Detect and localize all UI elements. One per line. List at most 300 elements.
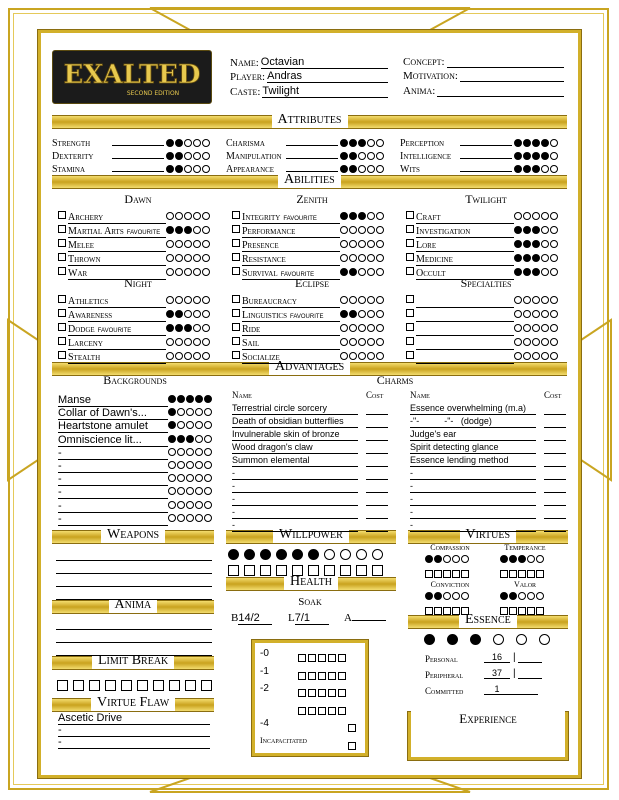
willpower-dot-empty[interactable] [324,549,335,560]
favored-checkbox[interactable] [58,239,66,247]
checkbox[interactable] [500,570,508,578]
charm-cost[interactable] [366,403,388,415]
favored-checkbox[interactable] [406,267,414,275]
dot-track[interactable] [425,554,470,565]
checkbox[interactable] [443,607,451,615]
checkbox[interactable] [185,680,196,691]
checkbox[interactable] [328,672,336,680]
checkbox[interactable] [328,654,336,662]
charm-name[interactable]: Summon elemental [232,455,358,467]
dot-empty[interactable] [367,240,375,248]
dot-empty[interactable] [514,324,522,332]
dot-empty[interactable] [541,254,549,262]
essence-dot-filled[interactable] [424,634,435,645]
checkbox[interactable] [121,680,132,691]
dot-track[interactable] [514,351,559,362]
dot-empty[interactable] [166,254,174,262]
favored-checkbox[interactable] [232,225,240,233]
dot-empty[interactable] [461,555,469,563]
box-track[interactable] [348,719,358,737]
ability-label[interactable] [68,352,166,364]
dot-empty[interactable] [461,592,469,600]
dot-empty[interactable] [184,240,192,248]
box-track[interactable] [298,684,348,702]
dot-filled[interactable] [184,226,192,234]
willpower-dot-filled[interactable] [276,549,287,560]
willpower-dot-filled[interactable] [228,549,239,560]
checkbox[interactable] [527,607,535,615]
dot-empty[interactable] [536,555,544,563]
dot-track[interactable] [425,591,470,602]
caste-field-input[interactable]: Twilight [262,85,388,98]
favored-checkbox[interactable] [232,211,240,219]
favored-checkbox[interactable] [58,211,66,219]
concept-field-input[interactable] [447,67,564,68]
dot-empty[interactable] [376,296,384,304]
dot-filled[interactable] [514,254,522,262]
dot-empty[interactable] [541,338,549,346]
dot-empty[interactable] [358,310,366,318]
dot-empty[interactable] [166,240,174,248]
dot-empty[interactable] [541,310,549,318]
weapon-line[interactable] [56,587,212,600]
dot-filled[interactable] [166,324,174,332]
checkbox[interactable] [338,689,346,697]
dot-empty[interactable] [193,212,201,220]
peripheral-essence-current[interactable] [518,668,542,679]
dot-empty[interactable] [443,592,451,600]
dot-empty[interactable] [193,310,201,318]
dot-empty[interactable] [550,226,558,234]
dot-empty[interactable] [202,310,210,318]
favored-checkbox[interactable] [58,253,66,261]
checkbox[interactable] [105,680,116,691]
background-name[interactable]: Heartstone amulet [58,420,168,433]
dot-empty[interactable] [523,212,531,220]
favored-checkbox[interactable] [232,309,240,317]
dot-empty[interactable] [518,592,526,600]
willpower-dot-empty[interactable] [340,549,351,560]
charm-cost[interactable] [366,507,388,519]
checkbox[interactable] [461,607,469,615]
dot-empty[interactable] [550,165,558,173]
dot-empty[interactable] [541,268,549,276]
charm-name[interactable]: Essence lending method [410,455,536,467]
dot-filled[interactable] [532,226,540,234]
dot-empty[interactable] [541,165,549,173]
favored-checkbox[interactable] [58,337,66,345]
dot-empty[interactable] [175,296,183,304]
dot-empty[interactable] [514,296,522,304]
dot-empty[interactable] [532,212,540,220]
box-track[interactable] [425,602,470,620]
dot-empty[interactable] [367,310,375,318]
checkbox[interactable] [298,689,306,697]
weapon-line[interactable] [56,574,212,587]
lethal-soak-value[interactable]: 7/1 [295,612,329,625]
dot-filled[interactable] [509,592,517,600]
background-name[interactable]: - [58,460,168,473]
weapon-line[interactable] [56,548,212,561]
dot-track[interactable] [340,164,385,175]
charm-name[interactable]: - [410,494,536,506]
willpower-box[interactable] [292,565,303,576]
favored-checkbox[interactable] [406,309,414,317]
checkbox[interactable] [57,680,68,691]
dot-filled[interactable] [184,324,192,332]
personal-essence-current[interactable] [518,652,542,663]
charm-cost[interactable] [366,494,388,506]
checkbox[interactable] [328,689,336,697]
dot-empty[interactable] [358,324,366,332]
dot-empty[interactable] [550,240,558,248]
charm-cost[interactable] [366,455,388,467]
dot-empty[interactable] [532,296,540,304]
dot-empty[interactable] [202,254,210,262]
favored-checkbox[interactable] [58,225,66,233]
dot-filled[interactable] [175,165,183,173]
dot-empty[interactable] [452,555,460,563]
dot-empty[interactable] [523,296,531,304]
anima-line[interactable] [56,617,212,630]
dot-empty[interactable] [367,338,375,346]
charm-name[interactable]: - [232,507,358,519]
dot-empty[interactable] [349,324,357,332]
dot-filled[interactable] [425,592,433,600]
dot-empty[interactable] [367,268,375,276]
dot-filled[interactable] [349,165,357,173]
checkbox[interactable] [338,654,346,662]
dot-empty[interactable] [532,352,540,360]
background-name[interactable]: Manse [58,394,168,407]
charm-name[interactable]: Invulnerable skin of bronze [232,429,358,441]
weapon-line[interactable] [56,561,212,574]
charm-name[interactable]: -"- -"- (dodge) [410,416,536,428]
dot-filled[interactable] [166,226,174,234]
checkbox[interactable] [434,607,442,615]
dot-empty[interactable] [193,324,201,332]
dot-empty[interactable] [175,268,183,276]
dot-filled[interactable] [532,268,540,276]
favored-checkbox[interactable] [406,211,414,219]
charm-name[interactable]: - [410,481,536,493]
checkbox[interactable] [318,654,326,662]
favored-checkbox[interactable] [58,267,66,275]
player-field-input[interactable]: Andras [267,70,388,83]
dot-empty[interactable] [376,352,384,360]
dot-empty[interactable] [358,296,366,304]
dot-empty[interactable] [358,268,366,276]
dot-empty[interactable] [184,268,192,276]
charm-cost[interactable] [544,468,566,480]
dot-filled[interactable] [349,268,357,276]
dot-filled[interactable] [500,555,508,563]
dot-empty[interactable] [550,352,558,360]
checkbox[interactable] [201,680,212,691]
dot-empty[interactable] [202,165,210,173]
dot-empty[interactable] [193,254,201,262]
checkbox[interactable] [298,654,306,662]
dot-empty[interactable] [175,254,183,262]
dot-empty[interactable] [193,240,201,248]
dot-empty[interactable] [193,226,201,234]
dot-empty[interactable] [177,514,185,522]
dot-empty[interactable] [514,310,522,318]
willpower-box[interactable] [340,565,351,576]
checkbox[interactable] [318,689,326,697]
favored-checkbox[interactable] [58,295,66,303]
dot-empty[interactable] [358,338,366,346]
checkbox[interactable] [137,680,148,691]
dot-empty[interactable] [204,514,212,522]
dot-empty[interactable] [443,555,451,563]
checkbox[interactable] [153,680,164,691]
box-track[interactable] [57,676,217,694]
anima-line[interactable] [56,630,212,643]
dot-filled[interactable] [166,165,174,173]
checkbox[interactable] [73,680,84,691]
dot-filled[interactable] [175,226,183,234]
bashing-soak-value[interactable]: 14/2 [238,612,272,625]
favored-checkbox[interactable] [58,309,66,317]
ability-label[interactable] [242,352,340,364]
dot-empty[interactable] [532,324,540,332]
dot-empty[interactable] [523,310,531,318]
willpower-box[interactable] [372,565,383,576]
checkbox[interactable] [461,570,469,578]
dot-empty[interactable] [349,352,357,360]
dot-filled[interactable] [349,310,357,318]
dot-empty[interactable] [175,352,183,360]
charm-cost[interactable] [366,429,388,441]
dot-empty[interactable] [193,352,201,360]
dot-filled[interactable] [523,268,531,276]
charm-cost[interactable] [544,494,566,506]
dot-empty[interactable] [349,240,357,248]
checkbox[interactable] [536,607,544,615]
dot-track[interactable] [168,513,213,524]
dot-empty[interactable] [550,324,558,332]
checkbox[interactable] [425,570,433,578]
checkbox[interactable] [536,570,544,578]
dot-filled[interactable] [340,310,348,318]
willpower-dot-empty[interactable] [372,549,383,560]
charm-name[interactable]: Essence overwhelming (m.a) [410,403,536,415]
willpower-dot-filled[interactable] [292,549,303,560]
checkbox[interactable] [338,707,346,715]
dot-empty[interactable] [376,268,384,276]
charm-name[interactable]: - [410,468,536,480]
dot-empty[interactable] [193,165,201,173]
dot-filled[interactable] [166,310,174,318]
dot-empty[interactable] [523,352,531,360]
favored-checkbox[interactable] [58,351,66,359]
ability-label[interactable] [416,363,514,364]
dot-empty[interactable] [523,324,531,332]
checkbox[interactable] [425,607,433,615]
essence-dot-filled[interactable] [470,634,481,645]
checkbox[interactable] [509,570,517,578]
dot-empty[interactable] [527,592,535,600]
dot-filled[interactable] [358,212,366,220]
willpower-box[interactable] [356,565,367,576]
dot-empty[interactable] [532,310,540,318]
checkbox[interactable] [452,570,460,578]
box-track[interactable] [500,602,545,620]
dot-empty[interactable] [184,165,192,173]
checkbox[interactable] [348,742,356,750]
dot-filled[interactable] [514,165,522,173]
dot-empty[interactable] [550,338,558,346]
charm-name[interactable]: - [410,507,536,519]
charm-cost[interactable] [366,481,388,493]
dot-filled[interactable] [523,254,531,262]
dot-filled[interactable] [175,324,183,332]
dot-empty[interactable] [536,592,544,600]
dot-empty[interactable] [541,240,549,248]
charm-cost[interactable] [544,403,566,415]
favored-checkbox[interactable] [406,295,414,303]
background-name[interactable]: - [58,473,168,486]
favored-checkbox[interactable] [406,351,414,359]
dot-track[interactable] [340,351,385,362]
dot-empty[interactable] [340,240,348,248]
favored-checkbox[interactable] [406,323,414,331]
dot-empty[interactable] [186,514,194,522]
dot-empty[interactable] [514,338,522,346]
willpower-dot-filled[interactable] [308,549,319,560]
charm-name[interactable]: - [232,468,358,480]
dot-empty[interactable] [541,324,549,332]
checkbox[interactable] [318,672,326,680]
background-name[interactable]: - [58,486,168,499]
dot-empty[interactable] [202,338,210,346]
dot-empty[interactable] [166,296,174,304]
dot-empty[interactable] [376,338,384,346]
dot-empty[interactable] [532,338,540,346]
dot-empty[interactable] [358,352,366,360]
dot-empty[interactable] [340,324,348,332]
willpower-box[interactable] [324,565,335,576]
dot-track[interactable] [500,591,545,602]
anima-field-input[interactable] [437,96,564,97]
dot-empty[interactable] [367,296,375,304]
willpower-box[interactable] [244,565,255,576]
box-track[interactable] [298,702,348,720]
dot-filled[interactable] [514,226,522,234]
dot-empty[interactable] [349,338,357,346]
dot-filled[interactable] [434,592,442,600]
checkbox[interactable] [443,570,451,578]
background-name[interactable]: - [58,447,168,460]
willpower-box[interactable] [228,565,239,576]
dot-empty[interactable] [340,296,348,304]
dot-empty[interactable] [376,254,384,262]
dot-filled[interactable] [175,310,183,318]
checkbox[interactable] [308,707,316,715]
dot-track[interactable] [166,164,211,175]
willpower-dot-filled[interactable] [244,549,255,560]
dot-empty[interactable] [541,226,549,234]
dot-empty[interactable] [166,338,174,346]
anima-line[interactable] [56,643,212,656]
dot-empty[interactable] [358,254,366,262]
dot-empty[interactable] [376,240,384,248]
dot-filled[interactable] [500,592,508,600]
dot-empty[interactable] [184,296,192,304]
dot-empty[interactable] [523,338,531,346]
charm-name[interactable]: - [232,481,358,493]
dot-empty[interactable] [184,352,192,360]
willpower-box[interactable] [260,565,271,576]
checkbox[interactable] [298,672,306,680]
favored-checkbox[interactable] [58,323,66,331]
dot-filled[interactable] [532,165,540,173]
dot-empty[interactable] [202,226,210,234]
charm-name[interactable]: Terrestrial circle sorcery [232,403,358,415]
checkbox[interactable] [509,607,517,615]
dot-empty[interactable] [376,324,384,332]
dot-empty[interactable] [376,165,384,173]
dot-empty[interactable] [202,296,210,304]
dot-track[interactable] [166,351,211,362]
charm-name[interactable]: Death of obsidian butterflies [232,416,358,428]
dot-filled[interactable] [518,555,526,563]
dot-filled[interactable] [523,240,531,248]
willpower-dot-filled[interactable] [260,549,271,560]
dot-empty[interactable] [550,310,558,318]
dot-filled[interactable] [340,165,348,173]
charm-cost[interactable] [544,520,566,532]
dot-filled[interactable] [434,555,442,563]
dot-empty[interactable] [550,254,558,262]
background-name[interactable]: - [58,513,168,526]
checkbox[interactable] [518,607,526,615]
dot-empty[interactable] [193,268,201,276]
charm-name[interactable]: Spirit detecting glance [410,442,536,454]
dot-empty[interactable] [195,514,203,522]
charm-cost[interactable] [544,507,566,519]
essence-dot-empty[interactable] [516,634,527,645]
willpower-box[interactable] [308,565,319,576]
charm-cost[interactable] [366,416,388,428]
checkbox[interactable] [518,570,526,578]
dot-filled[interactable] [523,165,531,173]
dot-empty[interactable] [367,352,375,360]
dot-empty[interactable] [367,165,375,173]
dot-empty[interactable] [541,296,549,304]
checkbox[interactable] [169,680,180,691]
favored-checkbox[interactable] [406,225,414,233]
dot-empty[interactable] [358,165,366,173]
essence-dot-filled[interactable] [447,634,458,645]
box-track[interactable] [348,737,358,755]
checkbox[interactable] [434,570,442,578]
dot-track[interactable] [514,164,559,175]
favored-checkbox[interactable] [406,337,414,345]
dot-empty[interactable] [349,296,357,304]
favored-checkbox[interactable] [232,323,240,331]
willpower-dot-empty[interactable] [356,549,367,560]
dot-empty[interactable] [202,268,210,276]
dot-empty[interactable] [175,240,183,248]
background-name[interactable]: - [58,500,168,513]
checkbox[interactable] [452,607,460,615]
dot-empty[interactable] [340,254,348,262]
dot-empty[interactable] [550,212,558,220]
favored-checkbox[interactable] [232,253,240,261]
essence-dot-empty[interactable] [493,634,504,645]
